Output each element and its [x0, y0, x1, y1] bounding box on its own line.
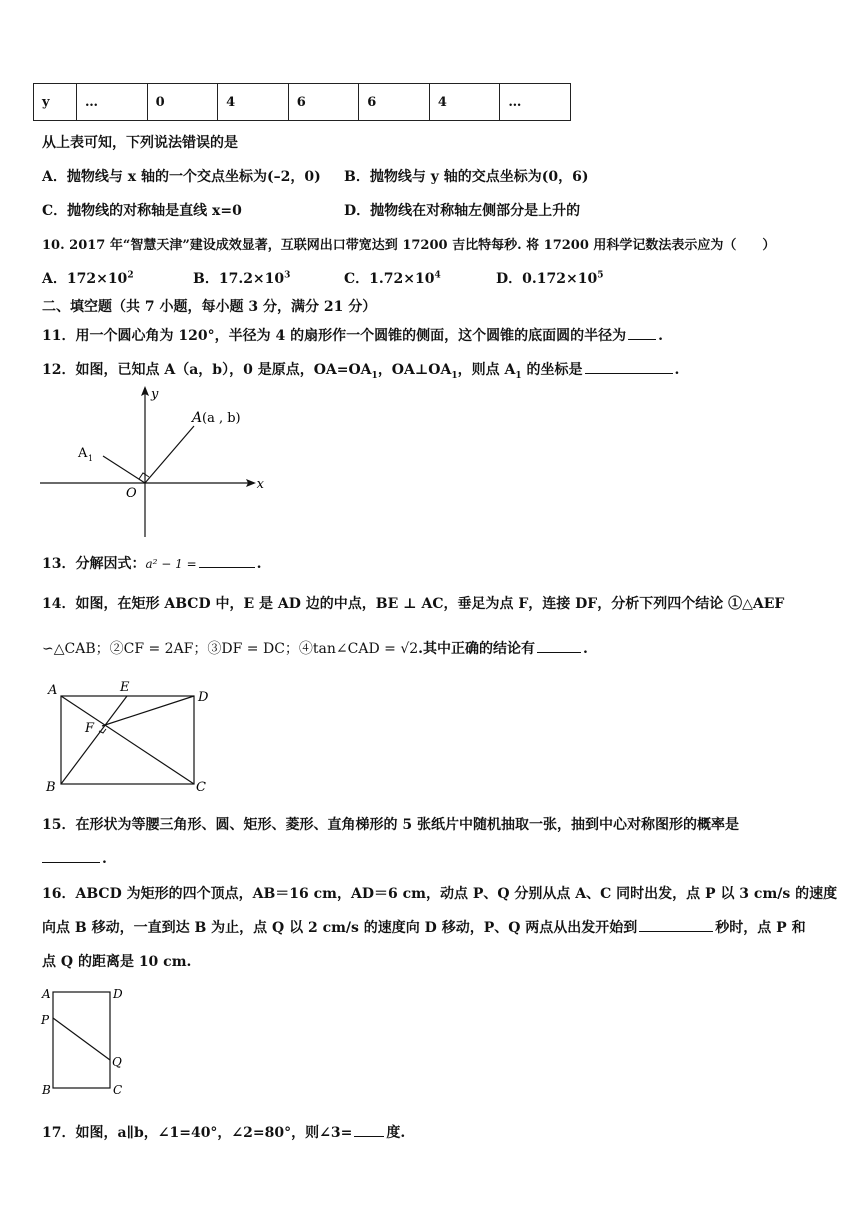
label-f: F [85, 721, 95, 736]
q11 [42, 325, 663, 345]
answer-blank [537, 638, 581, 653]
q12-sub2: 1 [451, 370, 458, 381]
q16-line2 [42, 917, 806, 937]
q9-option-d: D．抛物线在对称轴左侧部分是上升的 [344, 203, 581, 219]
q15-end: . [102, 851, 107, 867]
origin-label: O [126, 486, 137, 501]
q14-tail: .其中正确的结论有 [418, 641, 536, 657]
q10-d-base: D．0.172×10 [496, 271, 598, 287]
q10-option-d [496, 268, 603, 288]
label-c: C [113, 1083, 123, 1097]
rectangle-figure [40, 676, 220, 798]
q12-sub3: 1 [515, 370, 522, 381]
answer-blank [199, 553, 255, 568]
q9-option-b: B．抛物线与 y 轴的交点坐标为(0，6) [344, 169, 589, 185]
table-cell: 6 [288, 84, 359, 121]
answer-blank [354, 1122, 384, 1137]
q10-a-exp: 2 [127, 270, 134, 281]
q16-line1: 16．ABCD 为矩形的四个顶点，AB＝16 cm，AD＝6 cm，动点 P、Q 分别从点 A、C 同时出发，点 P 以 3 cm/s 的速度 [42, 886, 838, 902]
q14-sqrt: √2 [400, 641, 419, 657]
q9-stem: 从上表可知，下列说法错误的是 [42, 135, 238, 151]
label-e: E [120, 680, 130, 695]
q13-end: . [256, 556, 262, 572]
q10-c-base: C．1.72×10 [344, 271, 435, 287]
q13-text: 13．分解因式： [42, 556, 146, 572]
q10-b-base: B．17.2×10 [193, 271, 285, 287]
q14-line1: 14．如图，在矩形 ABCD 中，E 是 AD 边的中点，BE ⊥ AC，垂足为点 F，连接 DF，分析下列四个结论 ①△AEF [42, 596, 785, 612]
q14-conclusions: ∽△CAB；②CF = 2AF；③DF = DC；④tan∠CAD = [42, 641, 401, 657]
point-a-coords: (a , b) [202, 411, 241, 426]
q17 [42, 1122, 405, 1142]
q10-option-b [193, 268, 290, 288]
q17-end: 度. [386, 1125, 406, 1141]
label-c: C [196, 780, 206, 795]
table-cell: … [77, 84, 148, 121]
right-angle-mark [139, 473, 149, 479]
q10-option-a [42, 268, 134, 288]
table-cell: 6 [359, 84, 430, 121]
segment-oa1 [103, 456, 145, 483]
answer-blank [628, 325, 656, 340]
q13-expr: a² − 1 = [145, 557, 197, 571]
label-b: B [46, 780, 56, 795]
point-a1-sub: 1 [88, 454, 94, 463]
segment-oa [145, 426, 194, 483]
q12-part1: 12．如图，已知点 A（a，b），0 是原点，OA=OA [42, 362, 372, 378]
q16-line2-a: 向点 B 移动，一直到达 B 为止，点 Q 以 2 cm/s 的速度向 D 移动，P、Q 两点从出发开始到 [42, 920, 638, 936]
point-a-label: A [192, 410, 203, 426]
label-d: D [113, 987, 123, 1001]
answer-blank [585, 359, 673, 374]
diagonal-ac [61, 696, 194, 784]
q11-end: . [658, 328, 663, 344]
label-d: D [198, 690, 209, 705]
label-b: B [42, 1083, 51, 1097]
q12-part4: 的坐标是 [521, 362, 583, 378]
q16-line2-b: 秒时，点 P 和 [715, 920, 806, 936]
q12 [42, 359, 679, 381]
answer-blank [42, 848, 100, 863]
q10-d-exp: 5 [597, 270, 604, 281]
segment-be [61, 696, 127, 784]
label-a: A [48, 683, 58, 698]
table-row [34, 84, 571, 121]
q11-text: 11．用一个圆心角为 120°，半径为 4 的扇形作一个圆锥的侧面，这个圆锥的底面圆的半径为 [42, 328, 627, 344]
section-title: 二、填空题（共 7 小题，每小题 3 分，满分 21 分） [42, 299, 377, 315]
q14-end: . [583, 641, 588, 657]
q12-sub1: 1 [371, 370, 378, 381]
label-a: A [42, 987, 51, 1001]
label-q: Q [112, 1055, 122, 1069]
q14-line2 [42, 638, 588, 658]
y-label: y [151, 387, 159, 402]
q12-part3: ，则点 A [457, 362, 516, 378]
q15-line2 [42, 848, 107, 867]
q12-end: . [674, 362, 680, 378]
table-cell: … [500, 84, 571, 121]
segment-pq [53, 1018, 110, 1060]
q10-option-c [344, 268, 441, 288]
table-cell: 4 [218, 84, 289, 121]
table-cell: 0 [147, 84, 218, 121]
q15-line1: 15．在形状为等腰三角形、圆、矩形、菱形、直角梯形的 5 张纸片中随机抽取一张，抽到中心对称图形的概率是 [42, 817, 739, 833]
rectangle-abcd [53, 992, 110, 1088]
label-p: P [41, 1013, 50, 1027]
value-table [33, 83, 571, 121]
moving-points-figure [38, 984, 138, 1099]
coordinate-figure [38, 382, 268, 542]
table-cell: y [34, 84, 77, 121]
q10-a-base: A．172×10 [42, 271, 128, 287]
q9-option-a: A．抛物线与 x 轴的一个交点坐标为(–2，0) [42, 169, 321, 185]
q16-line3: 点 Q 的距离是 10 cm. [42, 954, 192, 970]
q9-option-c: C．抛物线的对称轴是直线 x=0 [42, 203, 242, 219]
q10-c-exp: 4 [434, 270, 441, 281]
q17-text: 17．如图，a∥b，∠1=40°，∠2=80°，则∠3= [42, 1125, 353, 1141]
q10-b-exp: 3 [284, 270, 291, 281]
q12-part2: ，OA⊥OA [377, 362, 452, 378]
q10-stem: 10. 2017 年“智慧天津”建设成效显著，互联网出口带宽达到 17200 吉比特每秒. 将 17200 用科学记数法表示应为（ ） [42, 238, 776, 253]
q13 [42, 553, 262, 573]
answer-blank [639, 917, 713, 932]
x-label: x [256, 477, 264, 492]
table-cell: 4 [429, 84, 500, 121]
point-a1-label: A [78, 446, 88, 461]
